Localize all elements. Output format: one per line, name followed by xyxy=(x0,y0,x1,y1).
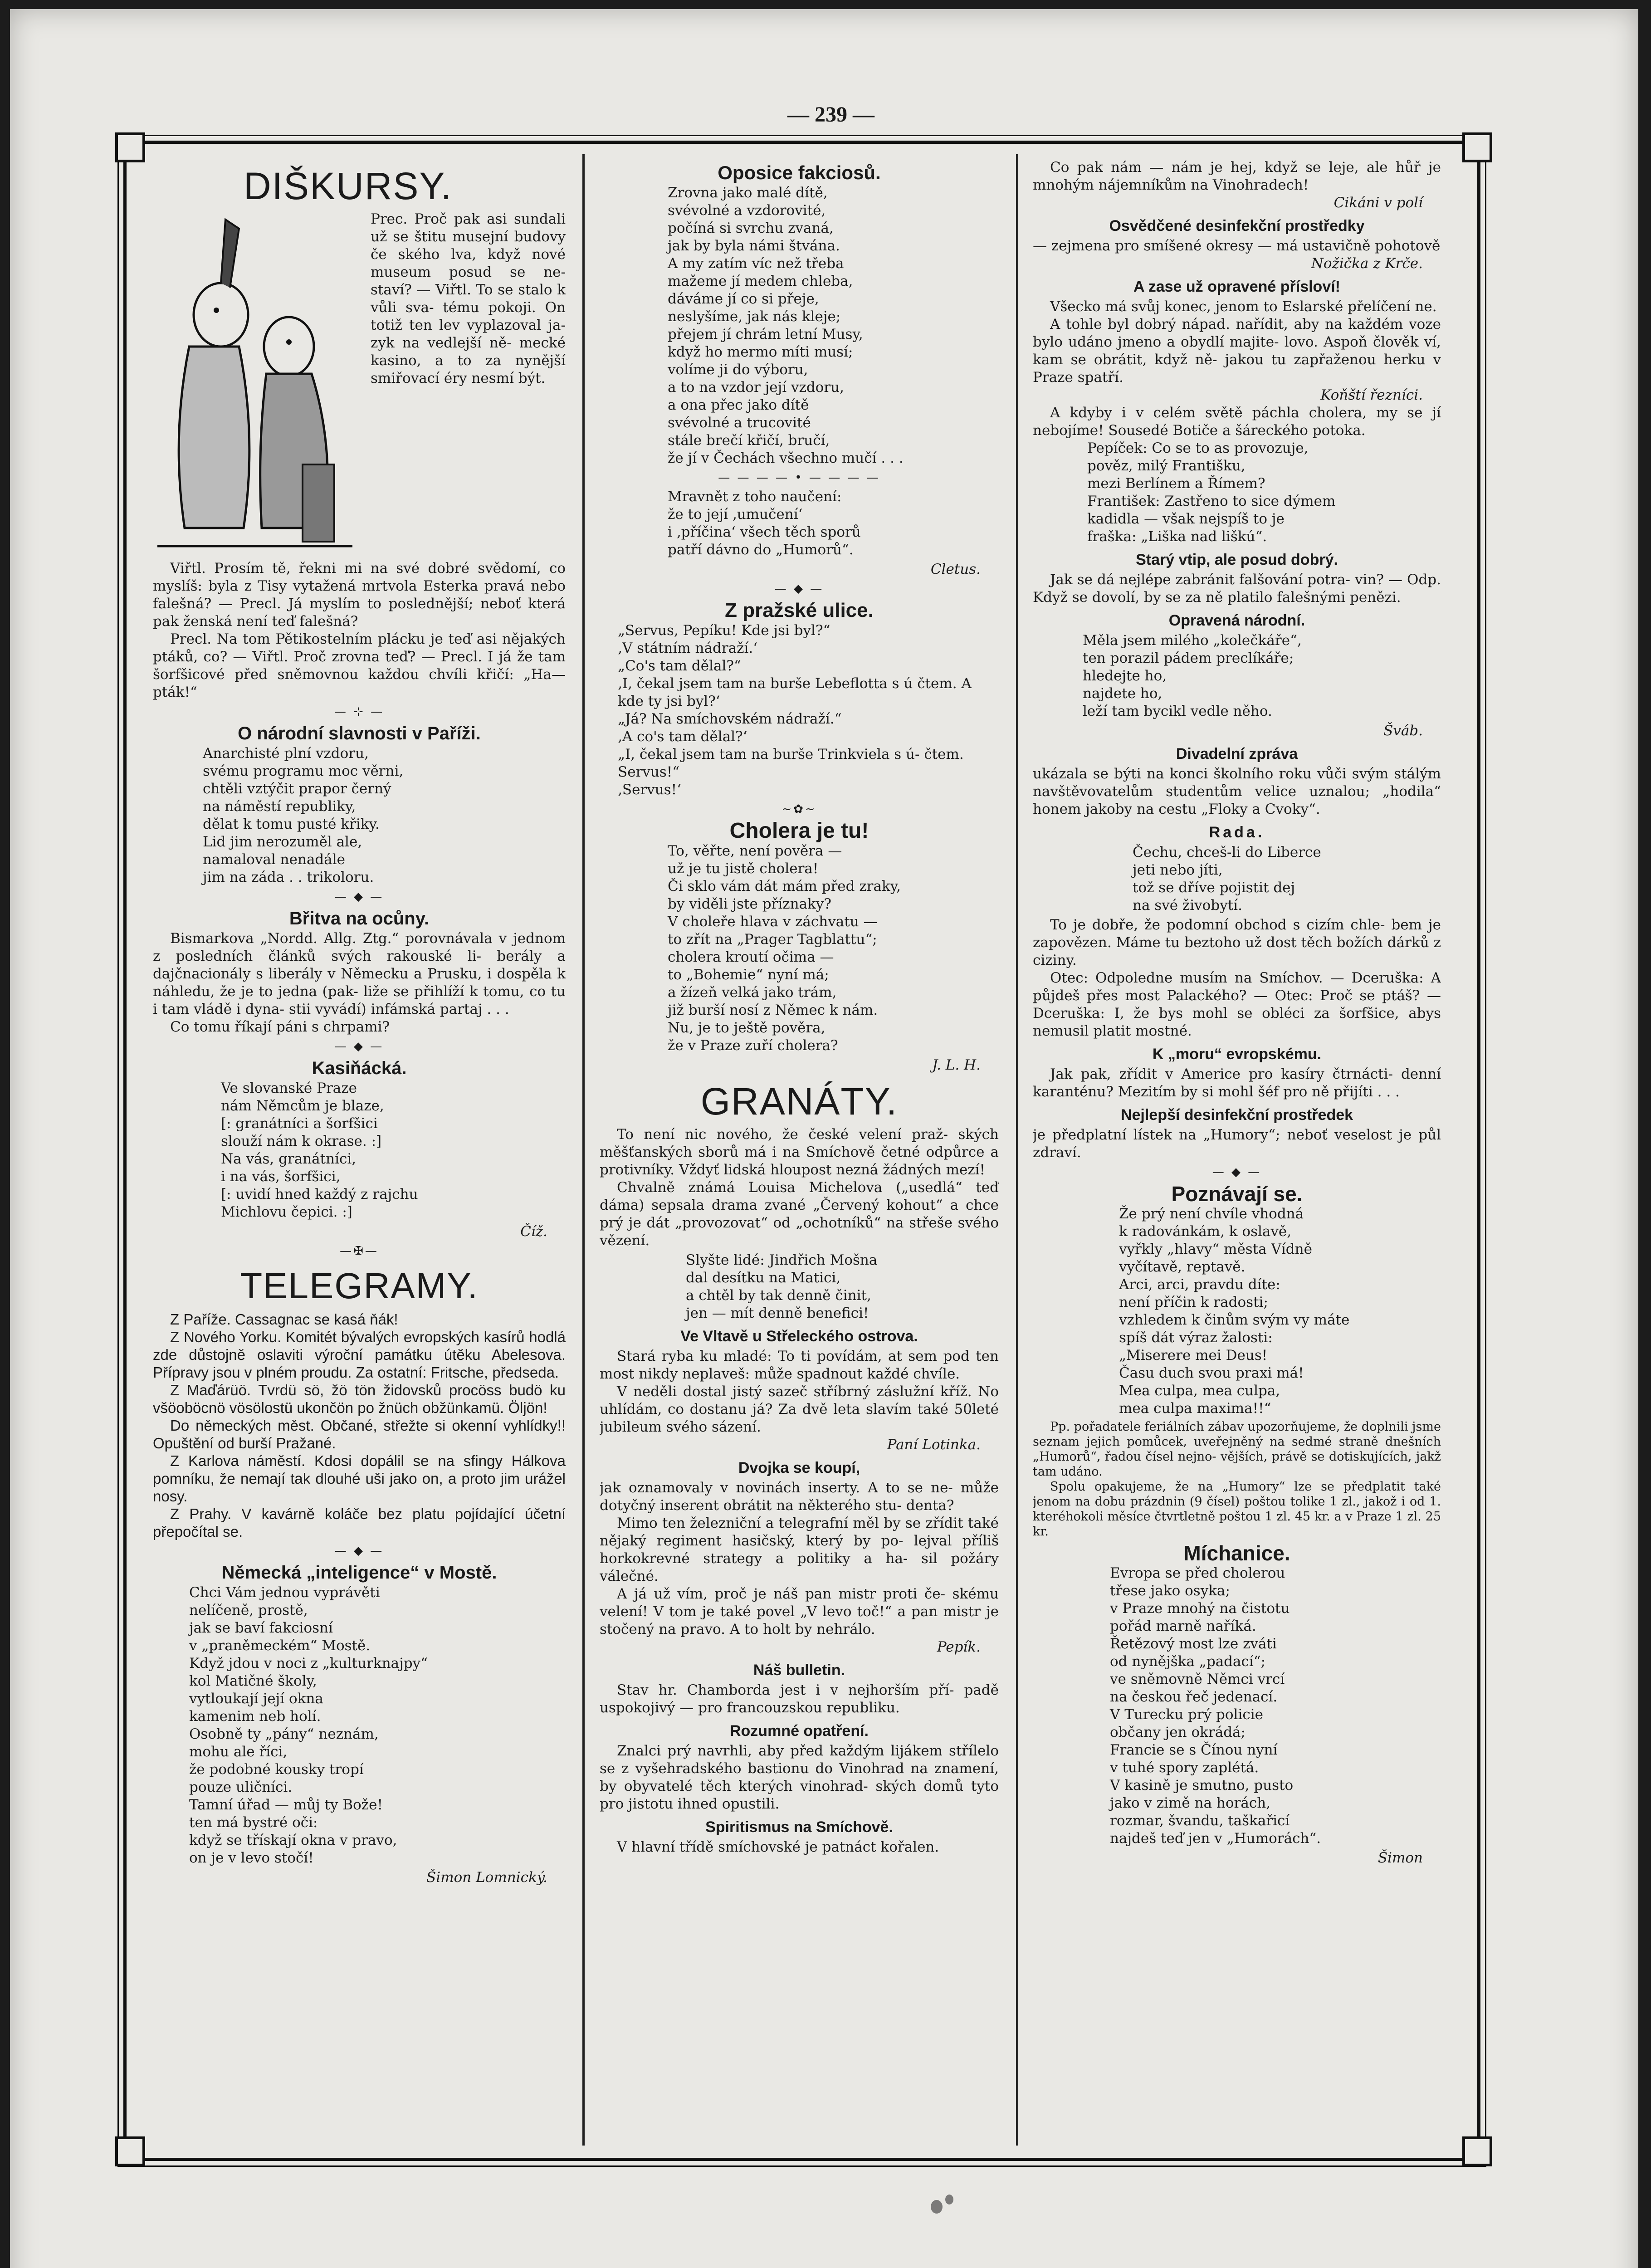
signature: Šimon Lomnický. xyxy=(426,1869,547,1886)
telegram-text: Do německých měst. Občané, střežte si okenní vyhlídky!! Opuštění od burší Pražané. xyxy=(153,1417,566,1452)
signature: J. L. H. xyxy=(932,1057,981,1073)
poem: Anarchisté plní vzdoru, svému programu moc věrni, chtěli vztýčit prapor černý na náměstí republiky, dělat k tomu pusté křiky. Lid jim nerozuměl ale, namaloval nenadále jim na záda . . trikoloru. xyxy=(203,745,404,885)
section-title: Osvědčené desinfekční prostředky xyxy=(1109,217,1365,235)
newspaper-page xyxy=(10,9,1638,2268)
article-text: Otec: Odpoledne musím na Smíchov. — Dceruška: A půjdeš přes most Palackého? — Otec: Proč se ptáš? — Dceruška: I, že bys mohl se obléci za šorfšice, abys nemusil platit mostné. xyxy=(1033,970,1441,1039)
section-title: O národní slavnosti v Paříži. xyxy=(238,723,481,743)
poem: To, věřte, není pověra — už je tu jistě cholera! Či sklo vám dát mám před zraky, by viděli jste příznaky? V choleře hlava v záchvatu — to zřít na „Prager Tagblattu“; cholera kroutí očima — to „Bohemie“ nyní má; a žízeň velká jako trám, již burší nosí z Němec k nám. Nu, je to ještě pověra, že v Praze zuří cholera? xyxy=(668,843,901,1054)
section-title: Náš bulletin. xyxy=(753,1662,845,1679)
corner-ornament-br xyxy=(1462,2136,1492,2166)
article-text: A já už vím, proč je náš pan mistr proti če- skému velení! V tom je také povel „V levo toč!“ a pan mistr je stočený na pravo. A to holt by nehrálo. xyxy=(600,1586,999,1637)
section-title: Cholera je tu! xyxy=(729,819,869,843)
article-text: To je dobře, že podomní obchod s cizím chle- bem je zapovězen. Máme tu beztoho už dost těch božích dárků z ciziny. xyxy=(1033,917,1441,968)
section-title: Divadelní zpráva xyxy=(1176,745,1298,763)
article-text: Bismarkova „Nordd. Allg. Ztg.“ porovnávala v jednom z posledních článků svých rakouské li- berály a dajčnacionály s liberály v Německu a Prusku, i dospěla k náhledu, že je to jedna (pak- liže se přihlíží k tomu, co tu i tam vládě i dyna- stii vyvádí) infámská partaj . . . xyxy=(153,930,566,1017)
article-text: Mimo ten železniční a telegrafní měl by se zřídit také nějaký regiment hasičský, který by po- lejval příliš horkokrevné strategy a politiky a ha- sil požáry válečné. xyxy=(600,1515,999,1584)
poem: Měla jsem milého „kolečkáře“, ten porazil pádem preclíkáře; hledejte ho, najdete ho, leží tam bycikl vedle něho. xyxy=(1083,632,1302,719)
article-text: Stará ryba ku mladé: To ti povídám, at sem pod ten most nikdy neplaveš: může spadnout každé chvíle. xyxy=(600,1348,999,1382)
article-text: — zejmena pro smíšené okresy — má ustavičně pohotově xyxy=(1033,238,1441,254)
article-text: Jak se dá nejlépe zabránit falšování potra- vin? — Odp. Když se dovolí, by se za ně platilo falešnými penězi. xyxy=(1033,572,1441,606)
section-title: Opravená národní. xyxy=(1168,612,1305,629)
corner-ornament-bl xyxy=(115,2136,145,2166)
ornament-divider: — ◆ — xyxy=(334,890,384,904)
telegram-text: Z Maďárüö. Tvrdü sö, žö tön židovsků procöss budö ku všöoböcnö vösölostü ukončön po žnüch obžünkamü. Öljön! xyxy=(153,1382,566,1416)
signature: Cikáni v polí xyxy=(1334,195,1423,211)
ornament-divider: — ⊹ — xyxy=(334,705,385,719)
article-text: To není nic nového, že české velení praž- ských měšťanských sborů má i na Smíchově četné odpůrce a protivníky. Vždyť lidská hloupost nezná žádných mezí! xyxy=(600,1126,999,1178)
signature: Nožička z Krče. xyxy=(1311,255,1423,272)
telegramy-title: TELEGRAMY. xyxy=(240,1266,479,1306)
section-title: Rada. xyxy=(1209,824,1265,841)
dialog-text: Pepíček: Co se to as provozuje, pověz, milý Františku, mezi Berlínem a Římem? František: Zastřeno to sice dýmem kadidla — však nejspíš to je fraška: „Liška nad liškú“. xyxy=(1087,440,1336,545)
section-title: Poznávají se. xyxy=(1171,1182,1303,1206)
section-title: Míchanice. xyxy=(1183,1541,1290,1565)
section-title: Oposice fakciosů. xyxy=(718,162,881,183)
telegram-text: Z Karlova náměstí. Kdosi dopálil se na sfingy Hálkova pomníku, že nemají tak dlouhé uši jako on, a proto jim urážel nosy. xyxy=(153,1452,566,1505)
signature: Cletus. xyxy=(930,561,981,577)
telegram-text: Z Nového Yorku. Komitét bývalých evropských kasírů hodlá zde důstojně oslaviti výroční památku útěku Abelesova. Přípravy jsou v plném proudu. Za ostatní: Fritsche, předseda. xyxy=(153,1329,566,1381)
article-text: A kdyby i v celém světě páchla cholera, my se jí nebojíme! Sousedé Botiče a šáreckého potoka. xyxy=(1033,405,1441,439)
column-1 xyxy=(153,159,566,2146)
diskursy-text: Viřtl. Prosím tě, řekni mi na své dobré svědomí, co myslíš: byla z Tisy vytažená mrtvola Esterka pravá nebo falešná? — Precl. Já myslím to poslednější; neboť která pak ženská není teď falešná? xyxy=(153,560,566,630)
signature: Koňští řezníci. xyxy=(1320,387,1423,403)
diskursy-text: Prec. Proč pak asi sundali už se štitu musejní budovy če ského lva, když nové museum posud se ne- staví? — Viřtl. To se stalo k vůli sva- tému pokoji. On totiž ten lev vyplazoval ja- zyk na vedlejší ně- mecké kasino, a to za nynější smiřovací éry nesmí být. xyxy=(371,211,566,386)
notice-text: Pp. pořadatele feriálních zábav upozorňujeme, že doplnili jsme seznam jejich pomůcek, uveřejněný na sedmé straně dnešních „Humorů“, řadou čísel nejno- vějších, právě se dotiskujících, jakž tam udáno. xyxy=(1033,1420,1441,1479)
ink-blot xyxy=(945,2195,953,2204)
section-title: Rozumné opatření. xyxy=(729,1722,869,1740)
telegram-text: Z Prahy. V kavárně koláče bez platu pojídající účetní přepočítal se. xyxy=(153,1505,566,1540)
column-2 xyxy=(600,159,999,2146)
section-title: Starý vtip, ale posud dobrý. xyxy=(1136,551,1338,568)
section-title: Z pražské ulice. xyxy=(725,599,874,621)
section-title: Německá „inteligence“ v Mostě. xyxy=(221,1563,497,1583)
telegram-text: Z Paříže. Cassagnac se kasá ňák! xyxy=(170,1311,398,1328)
article-text: Chvalně známá Louisa Michelova („usedlá“ teď dáma) sepsala drama zvané „Červený kohout“ a chce prý je dát „provozovat“ od „ochotníků“ na střeše svého vězení. xyxy=(600,1179,999,1249)
corner-ornament-tl xyxy=(115,132,145,162)
section-title: Ve Vltavě u Střeleckého ostrova. xyxy=(680,1328,918,1345)
signature: Paní Lotinka. xyxy=(887,1437,981,1453)
page-number: — 239 — xyxy=(787,103,874,127)
poem: Slyšte lidé: Jindřich Mošna dal desítku na Matici, a chtěl by tak denně činit, jen — mít denně benefici! xyxy=(686,1252,878,1321)
signature: Šváb. xyxy=(1383,723,1423,739)
article-text: V neděli dostal jistý sazeč stříbrný záslužní kříž. No uhlídám, co dostanu já? Za dvě leta slavím také 50leté jubileum svého sázení. xyxy=(600,1383,999,1435)
ornament-divider: — ◆ — xyxy=(334,1544,384,1558)
poem: Evropa se před cholerou třese jako osyka; v Praze mnohý na čistotu pořád marně naříká. Řetězový most lze zváti od nynějška „padací“; ve sněmovně Němci vrcí na českou řeč jedenací. V Turecku prý policie občany jen okrádá; Francie se s Čínou nyní v tuhé spory zaplétá. V kasině je smutno, pusto jako v zimě na horách, rozmar, švandu, taškařicí najdeš teď jen v „Humorách“. xyxy=(1110,1565,1321,1847)
article-text: A tohle byl dobrý nápad. nařídit, aby na každém voze bylo udáno jmeno a obydlí majite- lovo. Aspoň člověk ví, kam se obrátit, když ně- jakou tu zapřaženou herku v Praze spatří. xyxy=(1033,316,1441,386)
signature: Pepík. xyxy=(937,1639,981,1655)
article-text: Co pak nám — nám je hej, když se leje, ale hůř je mnohým nájemníkům na Vinohradech! xyxy=(1033,159,1441,193)
article-text: Stav hr. Chamborda jest i v nejhorším pří- padě uspokojivý — pro francouzskou republiku. xyxy=(600,1682,999,1716)
ornament-divider: — ◆ — xyxy=(774,582,824,596)
article-text: Jak pak, zřídit v Americe pro kasíry čtrnácti- denní karanténu? Mezitím by si mohl šéf pro ně přijíti . . . xyxy=(1033,1066,1441,1100)
article-text: V hlavní třídě smíchovské je patnáct kořalen. xyxy=(617,1839,939,1855)
column-3 xyxy=(1033,159,1441,2146)
ornament-divider: —✠— xyxy=(340,1244,379,1258)
section-title: K „moru“ evropskému. xyxy=(1152,1046,1322,1063)
section-title: Břitva na ocůny. xyxy=(289,909,430,929)
corner-ornament-tr xyxy=(1462,132,1492,162)
dialog-text: „Servus, Pepíku! Kde jsi byl?“ ‚V státním nádraží.‘ „Co's tam dělal?“ ‚I, čekal jsem tam na burše Lebeflotta s ú čtem. A kde ty jsi byl?‘ „Já? Na smíchovském nádraží.“ ‚A co's tam dělal?‘ „I, čekal jsem tam na burše Trinkviela s ú- čtem. Servus!“ ‚Servus!‘ xyxy=(618,622,972,798)
poem: Že prý není chvíle vhodná k radovánkám, k oslavě, vyřkly „hlavy“ města Vídně vyčítavě, reptavě. Arci, arci, pravdu díte: není příčin k radosti; vzhledem k činům svým vy máte spíš dát výraz žalosti: „Miserere mei Deus! Času duch svou praxi má! Mea culpa, mea culpa, mea culpa maxima!!“ xyxy=(1119,1206,1350,1417)
poem: Čechu, chceš-li do Liberce jeti nebo jíti, tož se dříve pojistit dej na své živobytí. xyxy=(1133,844,1321,914)
section-title: A zase už opravené přísloví! xyxy=(1133,278,1340,295)
diskursy-text: Precl. Na tom Pětikostelním plácku je teď asi nějakých ptáků, co? — Viřtl. Proč zrovna teď? — Precl. I já že tam šorfšicové před sněmovnou každou chvíli křičí: „Ha—pták!“ xyxy=(153,631,566,700)
poem: Ve slovanské Praze nám Němcům je blaze, [: granátníci a šorfšici slouží nám k okrase. :] Na vás, granátníci, i na vás, šorfšici, [: uvidí hned každý z rajchu Michlovu čepici. :] xyxy=(221,1080,418,1220)
article-text: Co tomu říkají páni s chrpami? xyxy=(170,1019,390,1035)
ornament-divider: — ◆ — xyxy=(334,1040,384,1053)
article-text: ukázala se býti na konci školního roku vůči svým stálým navštěvovatelům studentům velice uznalou; „hodila“ honem jakoby na cestu „Floky a Cvoky“. xyxy=(1033,766,1441,817)
section-title: Spiritismus na Smíchově. xyxy=(705,1818,893,1836)
section-title: Kasiňácká. xyxy=(312,1058,407,1078)
poem: Mravnět z toho naučení: že to její ‚umučení‘ i ‚příčina‘ všech těch sporů patří dávno do „Humorů“. xyxy=(668,489,861,558)
article-text: je předplatní lístek na „Humory“; neboť veselost je půl zdraví. xyxy=(1033,1127,1441,1161)
diskursy-title: DIŠKURSY. xyxy=(244,165,452,207)
column-separator xyxy=(1016,154,1018,2146)
signature: Číž. xyxy=(520,1223,547,1240)
notice-text: Spolu opakujeme, že na „Humory“ lze se předplatit také jenom na dobu prázdnin (9 čísel) poštou tolike 1 zl., jakož i od 1. kteréhokoli měsíce čtvrtletně poštou 1 zl. 45 kr. a v Praze 1 zl. 25 kr. xyxy=(1033,1480,1441,1539)
ink-blot xyxy=(931,2200,943,2214)
ornament-divider: — — — — • — — — — xyxy=(718,471,880,484)
poem: Zrovna jako malé dítě, svévolné a vzdorovité, počíná si svrchu zvaná, jak by byla námi štvána. A my zatím víc než třeba mažeme jí medem chleba, dáváme jí co si přeje, neslyšíme, jak nás kleje; přejem jí chrám letní Musy, když ho mermo míti musí; volíme ji do výboru, a to na vzdor její vzdoru, a ona přec jako dítě svévolné a trucovité stále brečí křičí, bručí, že jí v Čechách všechno mučí . . . xyxy=(668,185,904,466)
ornament-divider: — ◆ — xyxy=(1212,1165,1262,1179)
granaty-title: GRANÁTY. xyxy=(700,1080,898,1123)
article-text: Znalci prý navrhli, aby před každým lijákem střílelo se z vyšehradského bastionu do Vinohrad na znamení, by obyvatelé těch kterých vinohrad- ských domů tyto pro jistotu ihned opustili. xyxy=(600,1743,999,1812)
section-title: Dvojka se koupí, xyxy=(738,1459,860,1476)
ornament-divider: ~✿~ xyxy=(782,802,817,816)
article-text: Všecko má svůj konec, jenom to Eslarské přelíčení ne. xyxy=(1050,298,1437,315)
article-text: jak oznamovaly v novinách inserty. A to se ne- může dotyčný inserent obrátit na některého stu- denta? xyxy=(600,1480,999,1514)
signature: Šimon xyxy=(1377,1850,1423,1866)
column-separator xyxy=(582,154,585,2146)
section-title: Nejlepší desinfekční prostředek xyxy=(1120,1106,1353,1124)
cartoon-illustration xyxy=(153,210,361,555)
poem: Chci Vám jednou vyprávěti nelíčeně, prostě, jak se baví fakciosní v „praněmeckém“ Mostě. Když jdou v noci z „kulturknajpy“ kol Matičné školy, vytloukají její okna kamenim neb holí. Osobně ty „pány“ neznám, mohu ale říci, že podobné kousky tropí pouze uličníci. Tamní úřad — můj ty Bože! ten má bystré oči: když se třískají okna v pravo, on je v levo stočí! xyxy=(189,1584,428,1866)
